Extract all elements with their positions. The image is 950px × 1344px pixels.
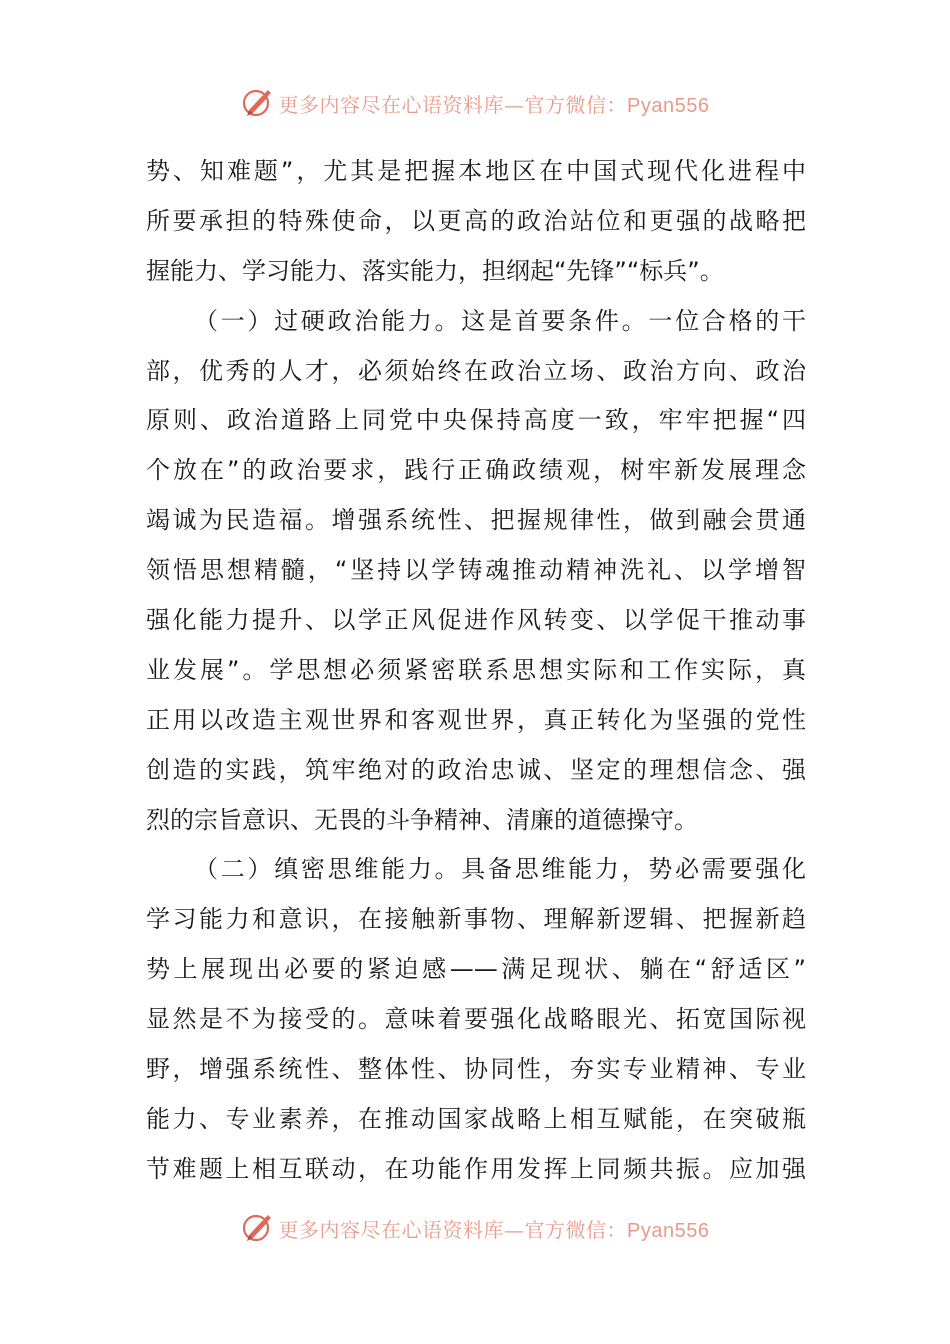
paragraph-line: 烈的宗旨意识、无畏的斗争精神、清廉的道德操守。	[146, 805, 698, 834]
paragraph-line: 个放在”的政治要求，践行正确政绩观，树牢新发展理念	[146, 456, 806, 485]
paragraph-line: 创造的实践，筑牢绝对的政治忠诚、坚定的理想信念、强	[146, 755, 806, 784]
paragraph-line: 节难题上相互联动，在功能作用发挥上同频共振。应加强	[146, 1154, 806, 1183]
paragraph-line: 野，增强系统性、整体性、协同性，夯实专业精神、专业	[146, 1055, 806, 1084]
paragraph-line: 竭诚为民造福。增强系统性、把握规律性，做到融会贯通	[146, 506, 806, 535]
pen-logo-icon	[241, 86, 275, 120]
pen-logo-icon	[241, 1211, 275, 1245]
paragraph-line: 学习能力和意识，在接触新事物、理解新逻辑、把握新趋	[146, 905, 806, 934]
watermark-text: 更多内容尽在心语资料库—官方微信：Pyan556	[278, 92, 710, 117]
paragraph-line: 领悟思想精髓，“坚持以学铸魂推动精神洗礼、以学增智	[146, 556, 806, 585]
watermark-text: 更多内容尽在心语资料库—官方微信：Pyan556	[278, 1217, 710, 1242]
paragraph-line: 部，优秀的人才，必须始终在政治立场、政治方向、政治	[146, 356, 806, 385]
paragraph-line: 势上展现出必要的紧迫感——满足现状、躺在“舒适区”	[146, 955, 806, 984]
paragraph-line: 显然是不为接受的。意味着要强化战略眼光、拓宽国际视	[146, 1005, 806, 1034]
paragraph-line: 业发展”。学思想必须紧密联系思想实际和工作实际，真	[146, 655, 806, 684]
paragraph-line: 握能力、学习能力、落实能力，担纲起“先锋”“标兵”。	[146, 256, 724, 285]
footer-watermark	[0, 1208, 950, 1248]
document-body	[146, 147, 806, 1195]
paragraph-line: 正用以改造主观世界和客观世界，真正转化为坚强的党性	[146, 705, 806, 734]
header-watermark	[0, 83, 950, 123]
paragraph-line: （一）过硬政治能力。这是首要条件。一位合格的干	[194, 306, 806, 335]
paragraph-line: 势、知难题”，尤其是把握本地区在中国式现代化进程中	[146, 157, 806, 185]
paragraph-line: 原则、政治道路上同党中央保持高度一致，牢牢把握“四	[146, 406, 806, 435]
paragraph-line: 所要承担的特殊使命，以更高的政治站位和更强的战略把	[146, 206, 806, 235]
paragraph-line: （二）缜密思维能力。具备思维能力，势必需要强化	[194, 855, 806, 884]
paragraph-line: 能力、专业素养，在推动国家战略上相互赋能，在突破瓶	[146, 1104, 806, 1133]
paragraph-line: 强化能力提升、以学正风促进作风转变、以学促干推动事	[146, 606, 806, 635]
